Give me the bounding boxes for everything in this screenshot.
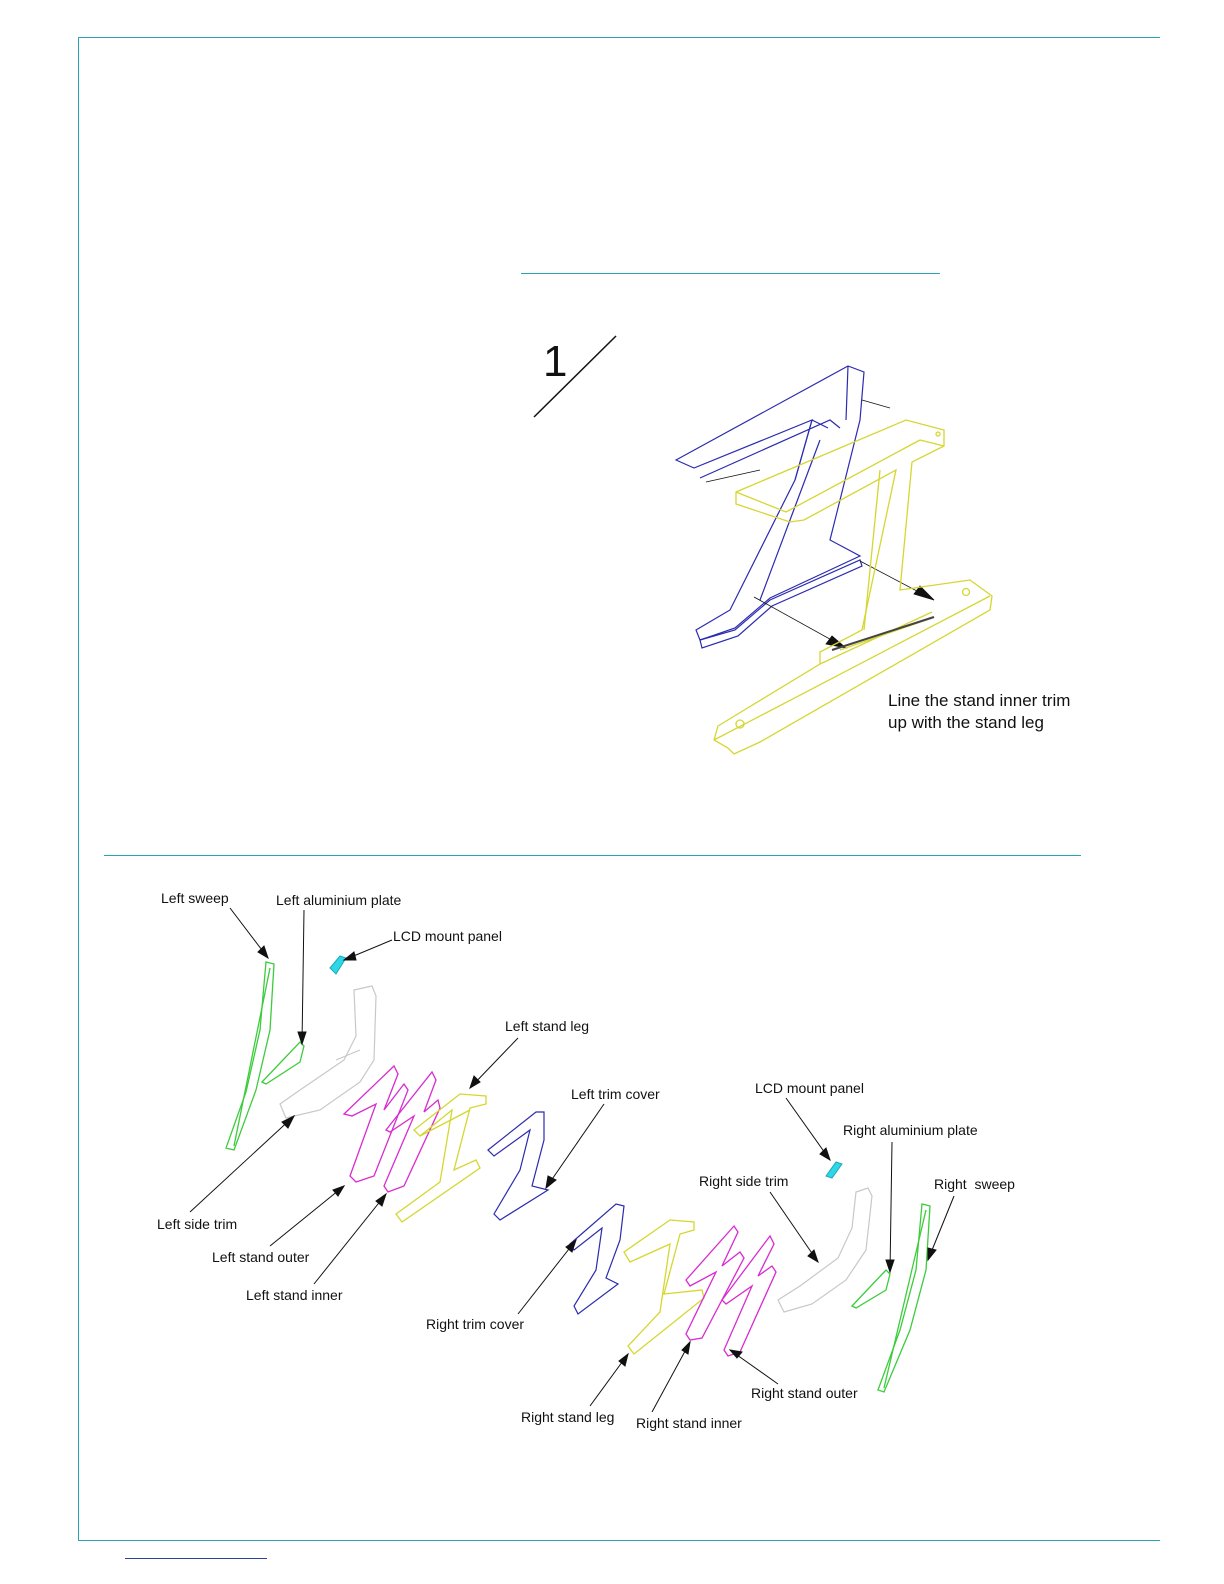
label-left-stand-inner: Left stand inner xyxy=(246,1287,343,1303)
left-stand-panels-part xyxy=(344,1066,440,1192)
label-left-stand-leg: Left stand leg xyxy=(505,1018,590,1034)
right-sweep-part xyxy=(878,1204,930,1392)
right-aluminium-plate-part xyxy=(852,1270,890,1308)
label-lcd-mount-panel-left: LCD mount panel xyxy=(393,928,502,944)
instruction-line-2: up with the stand leg xyxy=(888,713,1044,732)
lcd-mount-panel-right-part xyxy=(826,1162,842,1178)
label-right-stand-leg: Right stand leg xyxy=(521,1409,615,1425)
label-right-side-trim: Right side trim xyxy=(699,1173,789,1189)
right-stand-leg-part xyxy=(624,1220,704,1354)
left-trim-cover-part xyxy=(488,1112,548,1220)
label-left-aluminium-plate: Left aluminium plate xyxy=(276,892,402,908)
label-left-sweep: Left sweep xyxy=(161,890,229,906)
label-left-stand-outer: Left stand outer xyxy=(212,1249,310,1265)
left-aluminium-plate-part xyxy=(262,1042,304,1084)
label-right-trim-cover: Right trim cover xyxy=(426,1316,525,1332)
right-stand-panels-part xyxy=(686,1226,776,1356)
left-stand-leg-part xyxy=(396,1094,486,1222)
label-left-trim-cover: Left trim cover xyxy=(571,1086,660,1102)
leader-lines xyxy=(190,908,954,1412)
right-side-trim-part xyxy=(778,1188,872,1312)
label-right-stand-outer: Right stand outer xyxy=(751,1385,858,1401)
label-left-side-trim: Left side trim xyxy=(157,1216,238,1232)
left-side-trim-part xyxy=(280,986,376,1118)
label-right-sweep: Right sweep xyxy=(934,1176,1015,1192)
label-right-aluminium-plate: Right aluminium plate xyxy=(843,1122,978,1138)
right-trim-cover-part xyxy=(570,1204,624,1314)
label-right-stand-inner: Right stand inner xyxy=(636,1415,742,1431)
label-lcd-mount-panel-right: LCD mount panel xyxy=(755,1080,864,1096)
instruction-line-1: Line the stand inner trim xyxy=(888,691,1071,710)
left-sweep-part xyxy=(226,962,274,1150)
lcd-mount-panel-left-part xyxy=(330,956,346,974)
step-number: 1 xyxy=(543,337,568,386)
